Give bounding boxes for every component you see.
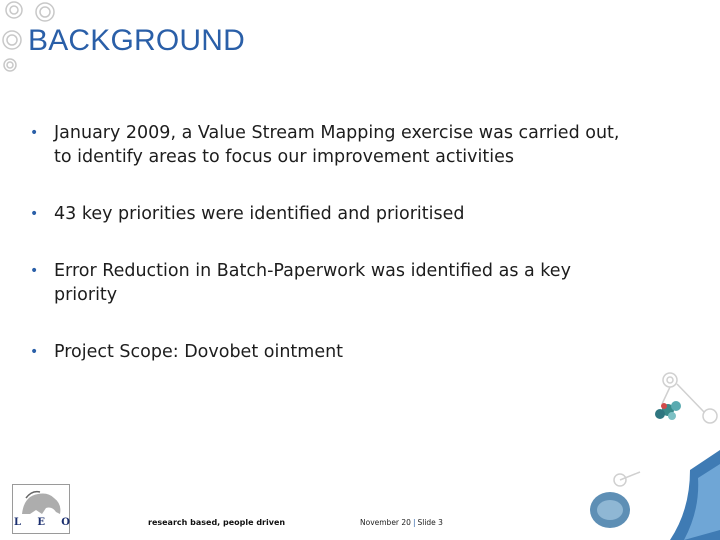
molecule-artwork-icon xyxy=(580,360,720,540)
bullet-text: Error Reduction in Batch-Paperwork was identified as a key priority xyxy=(54,261,571,305)
logo-letter: L xyxy=(14,517,22,528)
bullet-text: Project Scope: Dovobet ointment xyxy=(54,342,344,362)
slide-title: BACKGROUND xyxy=(28,24,246,57)
bullet-item xyxy=(30,202,620,226)
footer-info xyxy=(360,518,443,527)
bullet-list xyxy=(30,121,620,364)
bullet-dot-icon: • xyxy=(30,263,39,279)
footer-date: November 20 xyxy=(360,518,411,527)
bullet-item xyxy=(30,121,620,169)
bullet-dot-icon: • xyxy=(30,125,39,141)
bullet-item xyxy=(30,259,620,307)
footer-separator: | xyxy=(412,518,416,527)
logo-letter: O xyxy=(61,517,70,528)
bullet-text: 43 key priorities were identified and prioritised xyxy=(54,204,465,224)
bullet-item xyxy=(30,340,620,364)
tagline: research based, people driven xyxy=(148,518,286,527)
logo-letter: E xyxy=(37,517,45,528)
bullet-text: January 2009, a Value Stream Mapping exercise was carried out, to identify areas to focus our improvement activities xyxy=(54,123,620,167)
bullet-dot-icon: • xyxy=(30,344,39,360)
bullet-dot-icon: • xyxy=(30,206,39,222)
slide-number: Slide 3 xyxy=(417,518,443,527)
logo-letters xyxy=(14,517,70,528)
